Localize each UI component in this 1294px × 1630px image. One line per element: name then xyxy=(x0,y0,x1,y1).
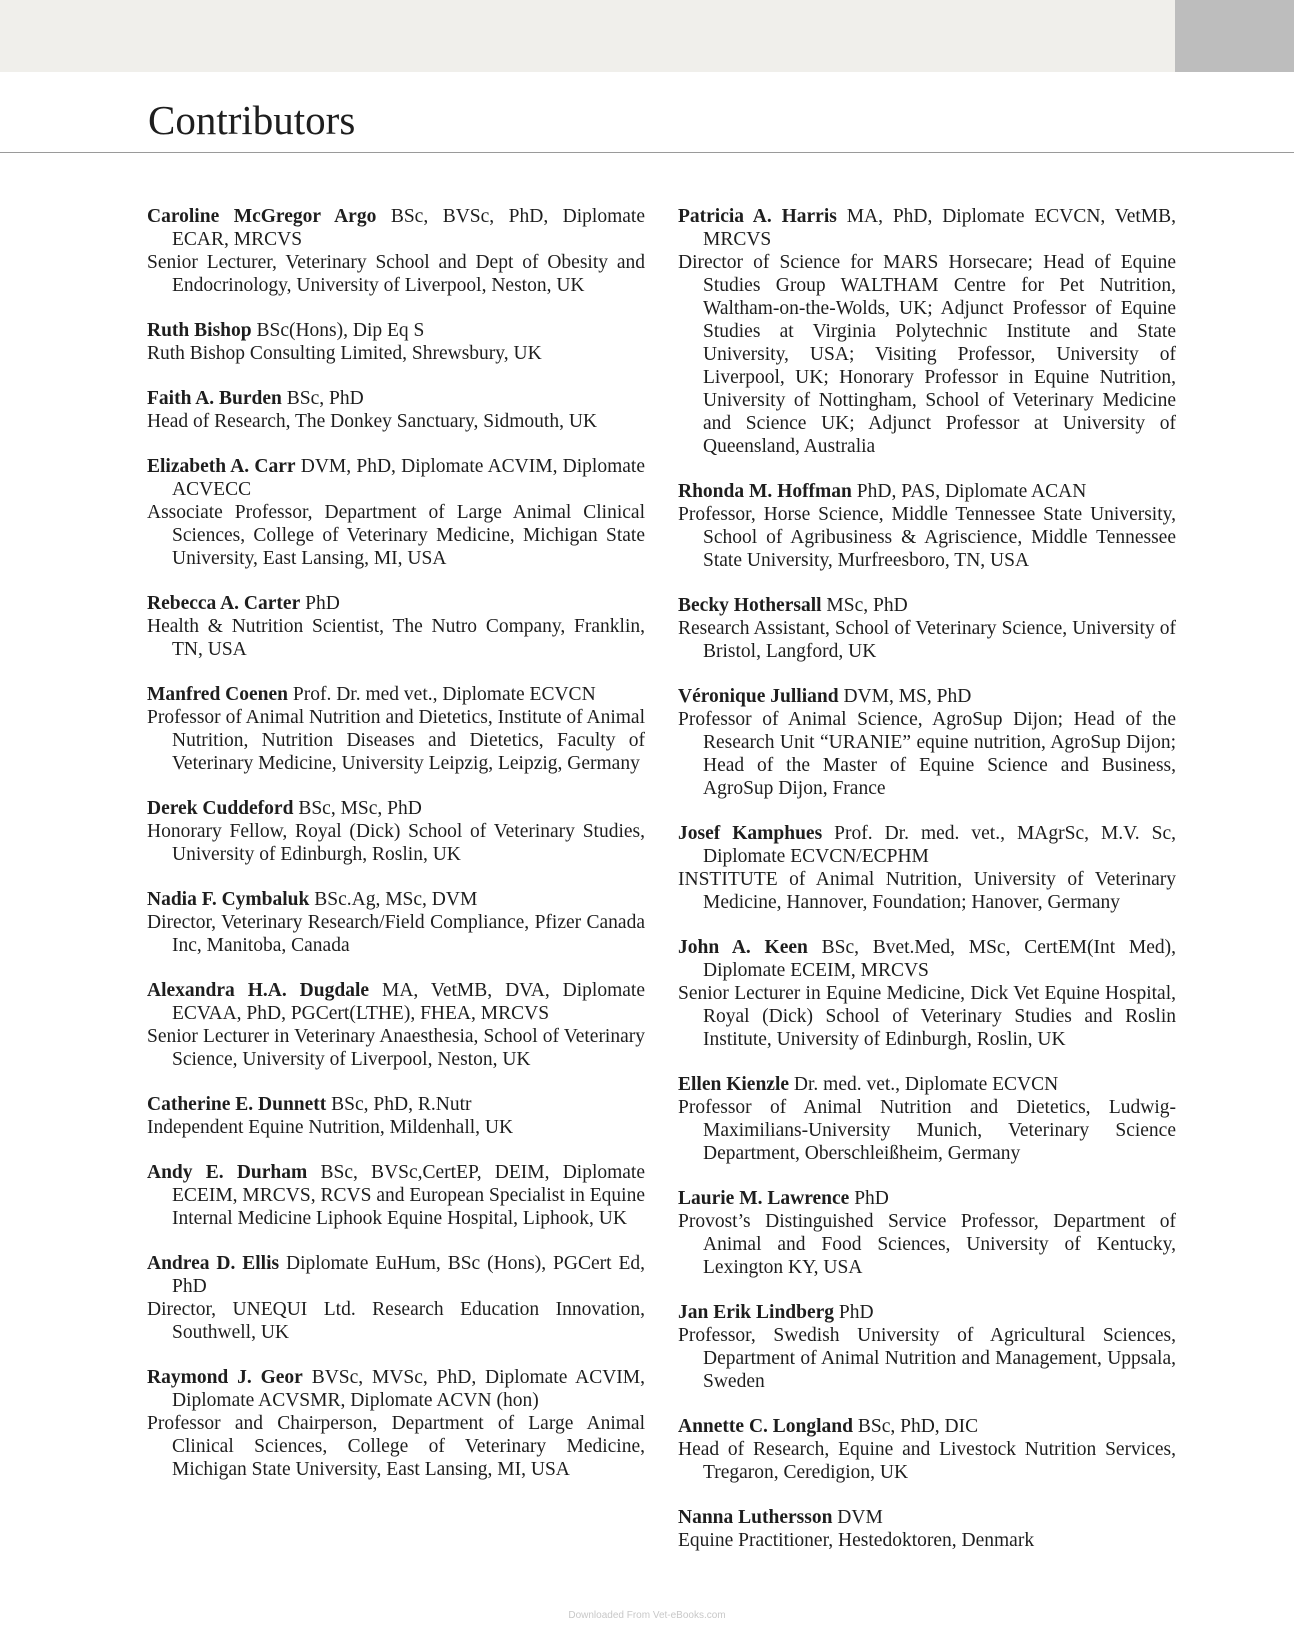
contributor-entry xyxy=(678,1073,1176,1165)
contributor-name: Ruth Bishop xyxy=(147,320,252,341)
page-title: Contributors xyxy=(148,97,356,143)
contributor-affiliation: Director, Veterinary Research/Field Compliance, Pfizer Canada Inc, Manitoba, Canada xyxy=(147,912,645,956)
contributor-entry xyxy=(678,1415,1176,1484)
contributor-credentials: BSc, PhD, DIC xyxy=(857,1416,979,1437)
contributor-credentials: DVM xyxy=(837,1507,883,1528)
contributor-credentials: BSc.Ag, MSc, DVM xyxy=(314,889,478,910)
contributor-credentials: BSc, MSc, PhD xyxy=(298,798,422,819)
contributor-entry xyxy=(678,480,1176,572)
contributor-name: Patricia A. Harris xyxy=(678,206,837,227)
contributor-entry xyxy=(678,936,1176,1051)
contributor-affiliation: Equine Practitioner, Hestedoktoren, Denmark xyxy=(678,1530,1035,1551)
contributor-affiliation: Director of Science for MARS Horsecare; Head of Equine Studies Group WALTHAM Centre for Pet Nutrition, Waltham-on-the-Wolds, UK; Adjunct Professor of Equine Studies at Virginia Polytechnic Institute and State University, USA; Visiting Professor, University of Liverpool, UK; Honorary Professor in Equine Nutrition, University of Nottingham, School of Veterinary Medicine and Science UK; Adjunct Professor at University of Queensland, Australia xyxy=(678,252,1176,457)
contributor-affiliation: Professor of Animal Nutrition and Dietetics, Ludwig-Maximilians-University Munich, Veterinary Science Department, Oberschleißheim, Germany xyxy=(678,1097,1176,1164)
contributor-entry xyxy=(147,1161,645,1230)
contributor-entry xyxy=(678,1187,1176,1279)
contributor-name: Laurie M. Lawrence xyxy=(678,1188,850,1209)
contributor-affiliation: Professor, Horse Science, Middle Tennessee State University, School of Agribusiness & Agriscience, Middle Tennessee State University, Murfreesboro, TN, USA xyxy=(678,504,1176,571)
contributor-affiliation: Head of Research, The Donkey Sanctuary, Sidmouth, UK xyxy=(147,411,598,432)
contributor-name: Catherine E. Dunnett xyxy=(147,1094,327,1115)
contributor-entry xyxy=(678,685,1176,800)
contributor-affiliation: INSTITUTE of Animal Nutrition, University of Veterinary Medicine, Hannover, Foundation; Hanover, Germany xyxy=(678,869,1176,913)
contributor-affiliation: Senior Lecturer, Veterinary School and Dept of Obesity and Endocrinology, University of Liverpool, Neston, UK xyxy=(147,252,645,296)
contributor-name: Josef Kamphues xyxy=(678,823,823,844)
contributor-credentials: DVM, PhD, Diplomate ACVIM, Diplomate ACVECC xyxy=(172,456,645,500)
contributor-name: Raymond J. Geor xyxy=(147,1367,303,1388)
contributor-credentials: BSc, BVSc,CertEP, DEIM, Diplomate ECEIM, MRCVS, RCVS and European Specialist in Equine Internal Medicine Liphook Equine Hospital, Liphook, UK xyxy=(172,1162,646,1229)
contributor-credentials: Prof. Dr. med vet., Diplomate ECVCN xyxy=(292,684,596,705)
contributor-credentials: PhD, PAS, Diplomate ACAN xyxy=(856,481,1087,502)
contributor-name: Manfred Coenen xyxy=(147,684,289,705)
contributor-credentials: PhD xyxy=(838,1302,874,1323)
contributor-entry xyxy=(147,979,645,1071)
contributor-entry xyxy=(147,1366,645,1481)
contributor-credentials: BSc, Bvet.Med, MSc, CertEM(Int Med), Diplomate ECEIM, MRCVS xyxy=(703,937,1177,981)
contributor-name: Becky Hothersall xyxy=(678,595,822,616)
contributor-affiliation: Director, UNEQUI Ltd. Research Education Innovation, Southwell, UK xyxy=(147,1299,645,1343)
contributor-name: Jan Erik Lindberg xyxy=(678,1302,835,1323)
contributor-name: Nanna Luthersson xyxy=(678,1507,833,1528)
contributor-entry xyxy=(147,888,645,957)
contributor-name: Rebecca A. Carter xyxy=(147,593,301,614)
contributor-name: Andrea D. Ellis xyxy=(147,1253,280,1274)
contributor-name: Annette C. Longland xyxy=(678,1416,853,1437)
contributor-credentials: Dr. med. vet., Diplomate ECVCN xyxy=(793,1074,1059,1095)
contributor-affiliation: Associate Professor, Department of Large Animal Clinical Sciences, College of Veterinary Medicine, Michigan State University, East Lansing, MI, USA xyxy=(147,502,645,569)
contributor-credentials: MA, VetMB, DVA, Diplomate ECVAA, PhD, PGCert(LTHE), FHEA, MRCVS xyxy=(172,980,645,1024)
contributor-name: Faith A. Burden xyxy=(147,388,282,409)
contributor-affiliation: Ruth Bishop Consulting Limited, Shrewsbury, UK xyxy=(147,343,542,364)
contributor-affiliation: Research Assistant, School of Veterinary Science, University of Bristol, Langford, UK xyxy=(678,618,1176,662)
contributor-credentials: Diplomate EuHum, BSc (Hons), PGCert Ed, PhD xyxy=(172,1253,645,1297)
contributor-name: Alexandra H.A. Dugdale xyxy=(147,980,370,1001)
contributor-affiliation: Senior Lecturer in Equine Medicine, Dick Vet Equine Hospital, Royal (Dick) School of Veterinary Studies and Roslin Institute, University of Edinburgh, Roslin, UK xyxy=(678,983,1176,1050)
contributor-credentials: MSc, PhD xyxy=(826,595,908,616)
contributor-name: Derek Cuddeford xyxy=(147,798,294,819)
contributor-affiliation: Provost’s Distinguished Service Professor, Department of Animal and Food Sciences, University of Kentucky, Lexington KY, USA xyxy=(678,1211,1176,1278)
contributor-affiliation: Honorary Fellow, Royal (Dick) School of Veterinary Studies, University of Edinburgh, Roslin, UK xyxy=(147,821,645,865)
contributor-entry xyxy=(147,319,645,365)
contributor-credentials: PhD xyxy=(854,1188,889,1209)
contributors-column-right xyxy=(678,205,1176,1574)
contributor-name: Elizabeth A. Carr xyxy=(147,456,296,477)
contributor-entry xyxy=(147,387,645,433)
contributor-name: Nadia F. Cymbaluk xyxy=(147,889,310,910)
contributor-entry xyxy=(147,205,645,297)
contributor-name: John A. Keen xyxy=(678,937,808,958)
contributor-credentials: Prof. Dr. med. vet., MAgrSc, M.V. Sc, Diplomate ECVCN/ECPHM xyxy=(703,823,1176,867)
contributor-name: Ellen Kienzle xyxy=(678,1074,790,1095)
contributor-affiliation: Professor of Animal Science, AgroSup Dijon; Head of the Research Unit “URANIE” equine nutrition, AgroSup Dijon; Head of the Master of Equine Science and Business, AgroSup Dijon, France xyxy=(678,709,1176,799)
contributor-affiliation: Head of Research, Equine and Livestock Nutrition Services, Tregaron, Ceredigion, UK xyxy=(678,1439,1176,1483)
contributor-credentials: MA, PhD, Diplomate ECVCN, VetMB, MRCVS xyxy=(703,206,1177,250)
footer-watermark: Downloaded From Vet-eBooks.com xyxy=(568,1610,726,1621)
contributor-name: Andy E. Durham xyxy=(147,1162,308,1183)
contributor-entry xyxy=(147,455,645,570)
contributor-credentials: PhD xyxy=(305,593,340,614)
contributor-name: Caroline McGregor Argo xyxy=(147,206,377,227)
contributors-column-left xyxy=(147,205,645,1503)
contributor-affiliation: Professor of Animal Nutrition and Dietetics, Institute of Animal Nutrition, Nutrition Diseases and Dietetics, Faculty of Veterinary Medicine, University Leipzig, Leipzig, Germany xyxy=(147,707,645,774)
contributor-credentials: BVSc, MVSc, PhD, Diplomate ACVIM, Diplomate ACVSMR, Diplomate ACVN (hon) xyxy=(172,1367,646,1411)
contributor-name: Rhonda M. Hoffman xyxy=(678,481,852,502)
contributor-entry xyxy=(678,594,1176,663)
contributor-name: Véronique Julliand xyxy=(678,686,839,707)
contributor-credentials: BSc, PhD, R.Nutr xyxy=(331,1094,472,1115)
contributor-affiliation: Health & Nutrition Scientist, The Nutro Company, Franklin, TN, USA xyxy=(147,616,645,660)
contributor-credentials: DVM, MS, PhD xyxy=(843,686,972,707)
contributor-entry xyxy=(147,797,645,866)
contributor-entry xyxy=(678,1301,1176,1393)
header-band xyxy=(0,0,1294,72)
contributor-affiliation: Independent Equine Nutrition, Mildenhall, UK xyxy=(147,1117,514,1138)
contributor-credentials: BSc, BVSc, PhD, Diplomate ECAR, MRCVS xyxy=(172,206,645,250)
contributor-entry xyxy=(147,683,645,775)
contributor-entry xyxy=(678,205,1176,458)
contributor-entry xyxy=(678,1506,1176,1552)
header-corner-block xyxy=(1175,0,1294,72)
contributor-entry xyxy=(147,1093,645,1139)
contributor-affiliation: Professor, Swedish University of Agricultural Sciences, Department of Animal Nutrition and Management, Uppsala, Sweden xyxy=(678,1325,1176,1392)
contributor-entry xyxy=(147,1252,645,1344)
contributor-affiliation: Professor and Chairperson, Department of Large Animal Clinical Sciences, College of Veterinary Medicine, Michigan State University, East Lansing, MI, USA xyxy=(147,1413,645,1480)
contributor-credentials: BSc, PhD xyxy=(286,388,364,409)
contributor-entry xyxy=(678,822,1176,914)
contributor-credentials: BSc(Hons), Dip Eq S xyxy=(256,320,425,341)
title-divider xyxy=(0,152,1294,153)
contributor-entry xyxy=(147,592,645,661)
contributor-affiliation: Senior Lecturer in Veterinary Anaesthesia, School of Veterinary Science, University of Liverpool, Neston, UK xyxy=(147,1026,645,1070)
